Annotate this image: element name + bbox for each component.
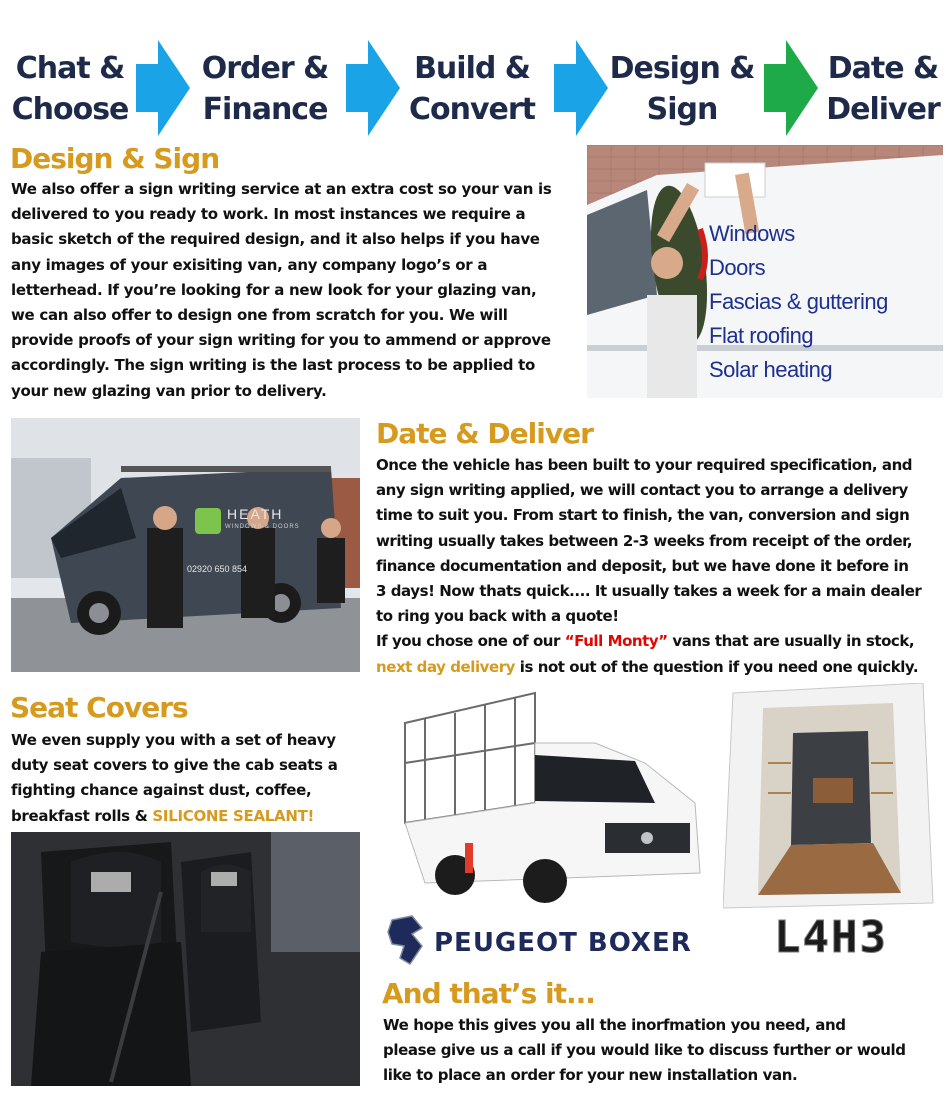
thats-it-text: We hope this gives you all the inorfmation you need, and please give us a call if you would like to discuss further or would like to place an order for your new installation van. — [383, 1016, 906, 1085]
arrow-right-icon — [764, 40, 818, 136]
step-build-convert: Build & Convert — [408, 51, 536, 127]
step-order-finance: Order & Finance — [201, 51, 329, 127]
full-monty-line: If you chose one of our “Full Monty” vans that are usually in stock, — [376, 632, 915, 651]
next-day-line: next day delivery is not out of the question if you need one quickly. — [376, 657, 919, 676]
design-sign-text: We also offer a sign writing service at an extra cost so your van is delivered to you ready to work. In most instances we require a basic sketch of the required design, and it also helps if you have any images of your exisiting van, any company logo’s or a letterhead. If you’re looking for a new look for your glazing van, we can also offer to design one from scratch for you. We will provide proofs of your sign writing for you to ammend or approve accordingly. The sign writing is the last process to be applied to your new glazing van prior to delivery. — [11, 180, 552, 400]
peugeot-boxer-logo — [382, 912, 938, 968]
van-interior-image — [723, 683, 941, 913]
step-date-deliver: Date & Deliver — [826, 51, 940, 127]
sign-writing-photo — [587, 145, 943, 398]
arrow-right-icon — [554, 40, 608, 136]
arrow-right-icon — [136, 40, 190, 136]
delivery-van-photo — [11, 418, 360, 672]
thats-it-heading: And that’s it... — [382, 977, 595, 1010]
seat-covers-text: We even supply you with a set of heavy duty seat covers to give the cab seats a fighting chance against dust, coffee, breakfast rolls & SILICONE SEALANT! — [11, 728, 371, 829]
boxer-logo-text: PEUGEOT BOXER — [434, 928, 692, 958]
van-sign-text: Windows Doors Fascias & guttering Flat roofing Solar heating — [709, 221, 888, 382]
peugeot-lion-icon — [382, 914, 428, 966]
arrow-right-icon — [346, 40, 400, 136]
van-brand-text: HEATH — [227, 506, 284, 522]
date-deliver-heading: Date & Deliver — [376, 417, 593, 450]
design-sign-heading: Design & Sign — [10, 142, 220, 175]
van-phone-text: 02920 650 854 — [187, 564, 248, 574]
boxer-model-text: L4H3 — [774, 912, 888, 963]
white-van-rack-image — [395, 683, 707, 913]
seat-covers-photo — [11, 832, 360, 1086]
seat-covers-heading: Seat Covers — [10, 691, 188, 724]
van-brand-subtext: WINDOWS & DOORS — [225, 524, 300, 530]
date-deliver-text: Once the vehicle has been built to your required specification, and any sign writing applied, we will contact you to arrange a delivery time to suit you. From start to finish, the van, conversion and sign writing usually takes between 2-3 weeks from receipt of the order, finance documentation and deposit, but we have done it before in 3 days! Now thats quick.... It usually takes a week for a main dealer to ring you back with a quote! If you chose one of our “Full Monty” vans that are usually in stock, next day delivery is not out of the question if you need one quickly. — [376, 453, 948, 680]
silicone-line: breakfast rolls & SILICONE SEALANT! — [11, 806, 315, 825]
step-chat-choose: Chat & Choose — [11, 51, 129, 127]
step-design-sign: Design & Sign — [609, 51, 755, 127]
